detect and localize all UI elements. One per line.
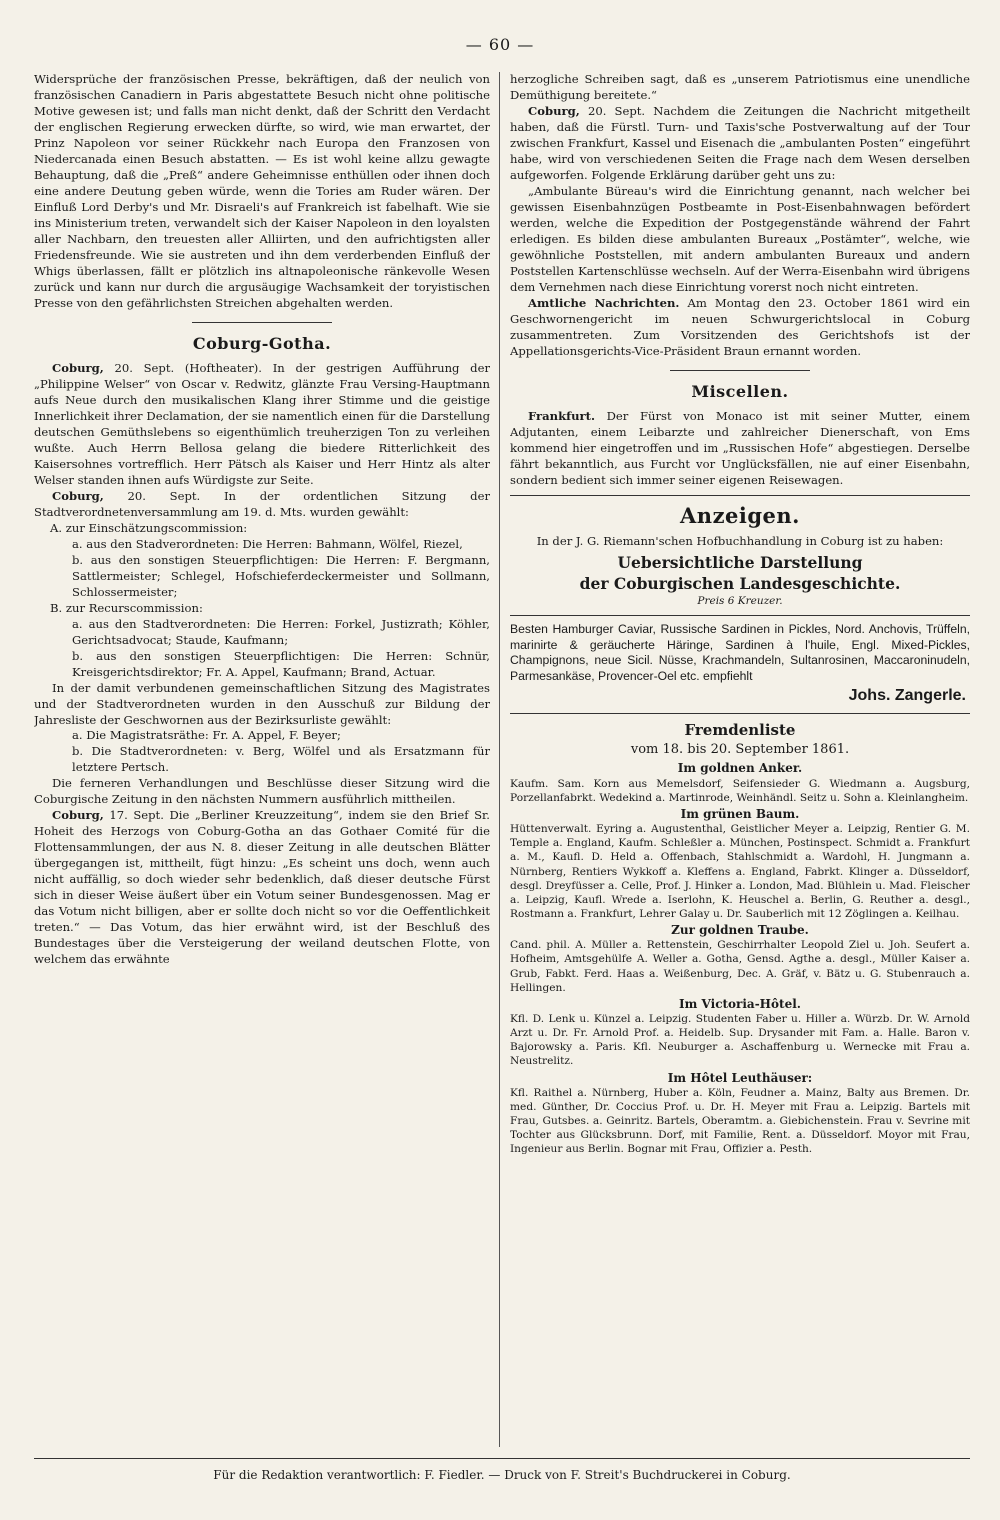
ad-intro: In der J. G. Riemann'schen Hofbuchhandlung in Coburg ist zu haben: [536,533,944,548]
article-frankfurt [510,409,970,489]
article-body: 17. Sept. Die „Berliner Kreuzzeitung“, indem sie den Brief Sr. Hoheit des Herzogs von Coburg-Gotha an das Gothaer Comité für die Flottensammlungen, der aus N. 8. dieser Zeitung in alle deutschen Blätter übergegangen ist, mittheilt, fügt hinzu: „Es scheint uns doch, wenn auch nicht auffällig, so doch wieder sehr bedenklich, daß dieser deutsche Fürst sich in dieser Weise äußert über ein Votum seiner Bundesgenossen. Mag er das Votum nicht billigen, aber er sollte doch nicht so vor die Oeffentlichkeit treten.“ — Das Votum, das hier erwähnt wird, ist der Beschluß des Bundestages über die Versteigerung der weiland deutschen Flotte, von welchem das erwähnte [34,808,490,967]
article-body: In der gestrigen Aufführung der „Philippine Welser“ von Oscar v. Redwitz, glänzte Frau Versing-Hauptmann aufs Neue durch den musikalischen Klang ihrer Stimme und die geistige Innerlichkeit ihrer Declamation, der sie namentlich einen für die Darstellung deutschen Gemüthslebens so eigenthümlich treuherzigen Ton zu verleihen wußte. Auch Herrn Bellosa gelang die biedere Ritterlichkeit des Kaisersohnes vortrefflich. Herr Pätsch als Kaiser und Herr Hintz als alter Welser standen ihnen aufs Würdigste zur Seite. [34,360,490,487]
dateline: Amtliche Nachrichten. [528,295,680,310]
ad-book-title: Uebersichtliche Darstellung [617,552,863,572]
list-item: a. aus den Stadtverordneten: Die Herren: Forkel, Justizrath; Köhler, Gerichtsadvocat; Staude, Kaufmann; [72,616,490,647]
section-heading-anzeigen: Anzeigen. [680,502,800,528]
dateline: Coburg, [528,103,580,118]
hotel-guests: Hüttenverwalt. Eyring a. Augustenthal, Geistlicher Meyer a. Leipzig, Rentier G. M. Temple a. England, Kaufm. Schleßler a. München, Postinspect. Schmidt a. Frankfurt a. M., Kaufl. D. Held a. Offenbach, Stahlschmidt a. Wardohl, H. Jungmann a. Nürnberg, Rentiers Wykkoff a. Kleffens a. England, Fabrkt. Klinger a. Düsseldorf, desgl. Dreyfüsser a. Celle, Prof. J. Hinker a. London, Mad. Blühlein u. Mad. Fleischer a. Leipzig, Kaufl. Wrede a. Iserlohn, K. Heuschel a. Berlin, G. Reuther a. desgl., Rostmann a. Frankfurt, Lehrer Galay u. Dr. Sauberlich mit 12 Zöglingen a. Keilhau. [510,823,970,920]
hotel-name: Im Hôtel Leuthäuser: [667,1070,813,1085]
dateline: Frankfurt. [528,408,596,423]
column-divider [499,72,500,1447]
fremdenliste-title: Fremdenliste [684,721,796,740]
ad-divider [510,615,970,616]
article-quote: „Ambulante Büreau's wird die Einrichtung genannt, nach welcher bei gewissen Eisenbahnzügen Postbeamte in Post-Eisenbahnwagen befördert werden, welche die Expedition der Postgegenstände während der Fahrt erledigen. Es bilden diese ambulanten Bureaux „Postämter“, welche, wie gewöhnliche Poststellen, mit andern ambulanten Bureaux und andern Poststellen Kartenschlüsse wechseln. Auf der Werra-Eisenbahn wird übrigens dem Vernehmen nach diese Einrichtung vorerst noch nicht eintreten. [510,183,970,294]
article-kreuzzeitung [34,808,490,968]
ad-book-subtitle: der Coburgischen Landesgeschichte. [579,574,901,594]
article-body: 20. Sept. In der ordentlichen Sitzung der Stadtverordnetenversammlung am 19. d. Mts. wurden gewählt: [34,488,490,519]
article-body: 20. Sept. Nachdem die Zeitungen die Nachricht mitgetheilt haben, daß die Fürstl. Turn- und Taxis'sche Postverwaltung auf der Tour zwischen Frankfurt, Kassel und Eisenach die „ambulanten Posten“ eingeführt habe, wird von verschiedenen Seiten die Frage nach dem Wesen derselben aufgeworfen. Folgende Erklärung darüber geht uns zu: [510,103,970,182]
article-paragraph: In der damit verbundenen gemeinschaftlichen Sitzung des Magistrates und der Stadtverordneten wurden in den Ausschuß zur Bildung der Jahresliste der Geschwornen aus der Bezirksurliste gewählt: [34,680,490,727]
article-paragraph: Die ferneren Verhandlungen und Beschlüsse dieser Sitzung wird die Coburgische Zeitung in den nächsten Nummern ausführlich mittheilen. [34,776,490,807]
hotel-entry [510,806,970,921]
list-item: a. aus den Stadverordneten: Die Herren: Bahmann, Wölfel, Riezel, [72,536,463,551]
hotel-name: Zur goldnen Traube. [671,922,809,937]
article-body: Der Fürst von Monaco ist mit seiner Mutter, einem Adjutanten, einem Leibarzte und zahlreicher Dienerschaft, von Ems kommend hier eingetroffen und im „Russischen Hofe“ abgestiegen. Derselbe fährt bekanntlich, aus Furcht vor Unglücksfällen, nie auf einer Eisenbahn, sondern bedient sich immer seiner eigenen Reisewagen. [510,408,970,487]
article-continuation: herzogliche Schreiben sagt, daß es „unserem Patriotismus eine unendliche Demüthigung bereitete.“ [510,72,970,102]
hotel-guests: Cand. phil. A. Müller a. Rettenstein, Geschirrhalter Leopold Ziel u. Joh. Seufert a. Hofheim, Amtsgehülfe A. Weller a. Gotha, Gensd. Agthe a. desgl., Müller Kaiser a. Grub, Fabkt. Ferd. Haas a. Weißenburg, Dec. A. Gräf, v. Bätz u. G. Stubenrauch a. Hellingen. [510,939,970,994]
ad-signature: Johs. Zangerle. [848,687,966,705]
ad-divider [510,713,970,714]
section-divider [510,495,970,496]
election-list [34,521,490,681]
list-item: b. Die Stadtverordneten: v. Berg, Wölfel und als Ersatzmann für letztere Pertsch. [72,744,490,775]
ad-delicatessen: Besten Hamburger Caviar, Russische Sardinen in Pickles, Nord. Anchovis, Trüffeln, marinirte & geräucherte Häringe, Sardinen à l'huile, Engl. Mixed-Pickles, Champignons, neue Sicil. Nüsse, Krachmandeln, Sultanrosinen, Maccaroninudeln, Parmesankäse, Provencer-Oel etc. empfiehlt [510,621,970,683]
hotel-name: Im grünen Baum. [680,806,800,821]
dateline: Coburg, [52,808,104,823]
list-item: b. aus den sonstigen Steuerpflichtigen: Die Herren: F. Bergmann, Sattlermeister; Schlegel, Hofschieferdeckermeister und Sollmann, Schlossermeister; [72,552,490,599]
ad-price: Preis 6 Kreuzer. [697,595,783,608]
article-postverwaltung [510,104,970,184]
hotel-entry [510,760,970,805]
article-hoftheater [34,361,490,489]
article-continuation: Widersprüche der französischen Presse, bekräftigen, daß der neulich von französischen Canadiern in Paris abgestattete Besuch nicht ohne politische Motive gewesen ist; und falls man nicht denkt, daß der Schritt den Verdacht der englischen Regierung erwecken dürfte, so wird, wie man erwartet, der Prinz Napoleon vor seiner Rückkehr nach Europa den Franzosen von Niedercanada einen Besuch abstatten. — Es ist wohl keine allzu gewagte Behauptung, daß die „Preß“ andere Geheimnisse enthüllen oder ihnen doch eine andere Deutung geben würde, wenn die Tories am Ruder wären. Der Einfluß Lord Derby's und Mr. Disraeli's auf Frankreich ist fabelhaft. Wie sie ins Ministerium treten, verwandelt sich der Kaiser Napoleon in den loyalsten aller Nachbarn, den treuesten aller Alliirten, und den aufrichtigsten aller Friedensfreunde. Wie sie austreten und ihn dem verderbenden Einfluß der Whigs überlassen, fällt er plötzlich ins altnapoleonische ränkevolle Wesen zurück und kann nur durch die argusäugige Wachsamkeit der toryistischen Presse von den gefährlichsten Streichen abgehalten werden. [34,72,490,310]
list-item: b. aus den sonstigen Steuerpflichtigen: Die Herren: Schnür, Kreisgerichtsdirektor; Fr. A. Appel, Kaufmann; Brand, Actuar. [72,648,490,679]
page-number: — 60 — [465,35,535,54]
hotel-guests: Kfl. D. Lenk u. Künzel a. Leipzig. Studenten Faber u. Hiller a. Würzb. Dr. W. Arnold Arzt u. Dr. Fr. Arnold Prof. a. Heidelb. Sup. Drysander mit Fam. a. Halle. Baron v. Bajorowsky a. Paris. Kfl. Neuburger a. Aschaffenburg u. Wernecke mit Frau a. Neustrelitz. [510,1013,970,1068]
dateline: Coburg, [52,488,104,503]
right-column [510,72,970,1447]
list-item: B. zur Recurscommission: [50,600,203,615]
hotel-entry [510,1070,970,1157]
article-stadtverordnete [34,489,490,521]
list-item: a. Die Magistratsräthe: Fr. A. Appel, F. Beyer; [72,728,341,743]
hotel-entry [510,996,970,1069]
hotel-guests: Kfl. Raithel a. Nürnberg, Huber a. Köln, Feudner a. Mainz, Balty aus Bremen. Dr. med. Günther, Dr. Coccius Prof. u. Dr. H. Meyer mit Frau a. Leipzig. Bartels mit Frau, Gutsbes. a. Geinritz. Bartels, Oberamtm. a. Giebichenstein. Frau v. Sevrine mit Tochter aus Glücksbrunn. Dorf, mit Familie, Rent. a. Düsseldorf. Moyor mit Frau, Ingenieur aus Berlin. Bognar mit Frau, Offizier a. Pesth. [510,1087,970,1156]
imprint-footer: Für die Redaktion verantwortlich: F. Fiedler. — Druck von F. Streit's Buchdruckerei in Coburg. [34,1458,970,1484]
date: 20. Sept. (Hoftheater). [114,360,262,375]
hotel-entry [510,922,970,995]
hotel-guests: Kaufm. Sam. Korn aus Memelsdorf, Seifensieder G. Wiedmann a. Augsburg, Porzellanfabrkt. Wedekind a. Martinrode, Weinhändl. Seitz u. Sohn a. Kleinlangheim. [510,777,970,804]
article-amtliche-nachrichten [510,296,970,360]
list-item: A. zur Einschätzungscommission: [50,520,248,535]
fremdenliste-dates: vom 18. bis 20. September 1861. [630,742,850,758]
dateline: Coburg, [52,360,104,375]
section-heading-coburg-gotha: Coburg-Gotha. [192,333,332,353]
hotel-name: Im Victoria-Hôtel. [679,996,801,1011]
article-body: Am Montag den 23. October 1861 wird ein Geschwornengericht im neuen Schwurgerichtslocal in Coburg zusammentreten. Zum Vorsitzenden des Gerichtshofs ist der Appellationsgerichts-Vice-Präsident Braun ernannt worden. [510,295,970,358]
hotel-name: Im goldnen Anker. [677,761,803,776]
committee-list [34,728,490,776]
section-heading-miscellen: Miscellen. [691,381,789,401]
left-column [34,72,490,1447]
section-divider [670,370,810,371]
section-divider [192,322,332,323]
